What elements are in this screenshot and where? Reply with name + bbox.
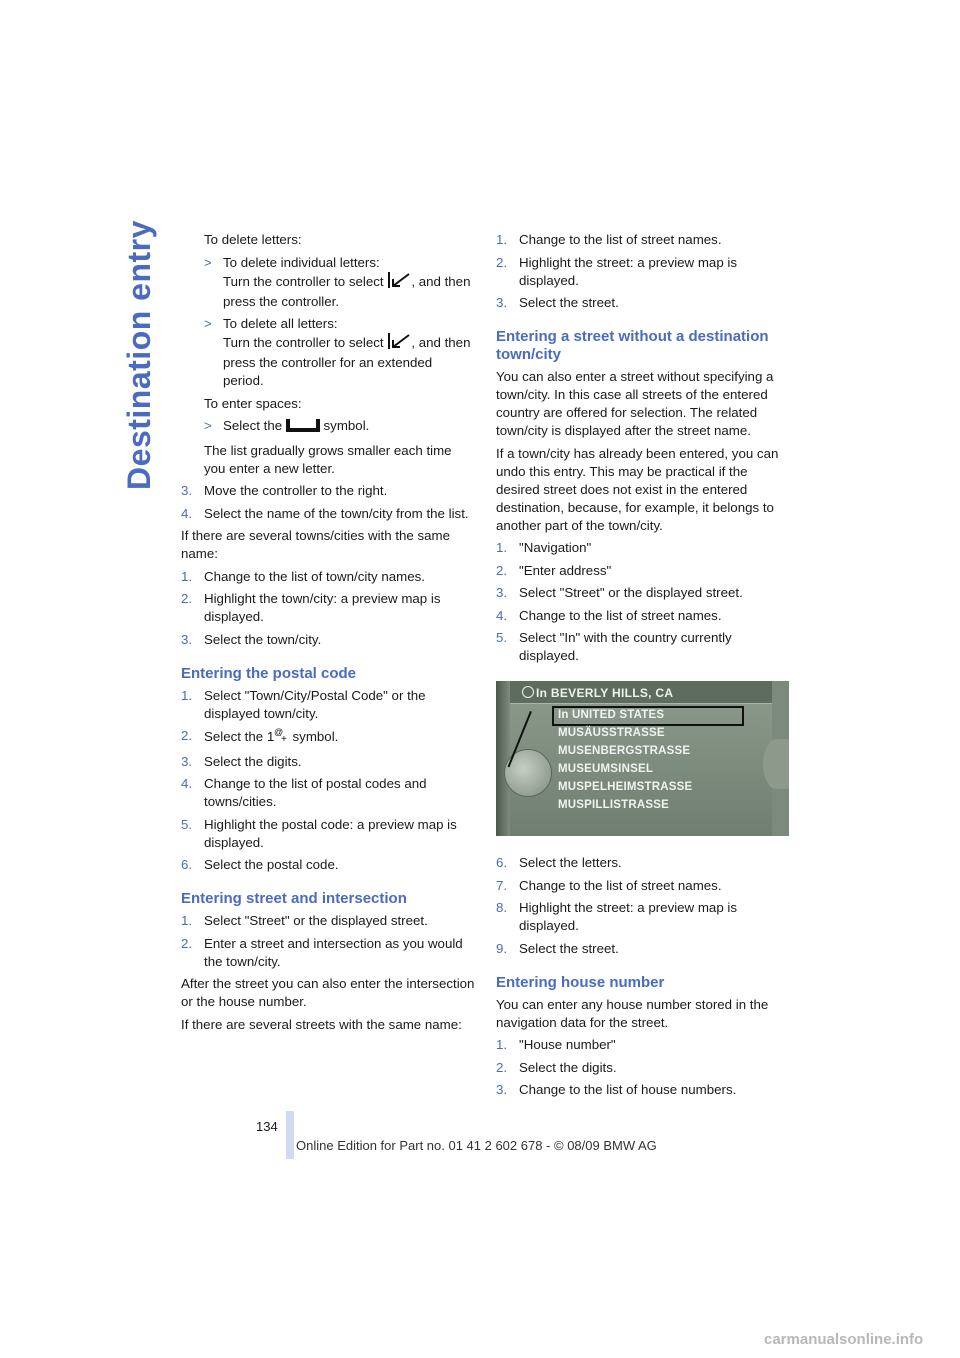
screen-side-knob <box>763 739 789 789</box>
list-item: 1. Change to the list of street names. <box>496 232 722 247</box>
screen-header-text: In BEVERLY HILLS, CA <box>536 686 674 700</box>
bullet-marker: > <box>204 254 212 270</box>
bullet-marker: > <box>204 418 212 433</box>
several-towns-note: If there are several towns/cities with the same name: <box>181 528 451 561</box>
list-item: 2. Highlight the town/city: a preview map is displayed. <box>181 591 441 624</box>
svg-text:@: @ <box>273 727 283 737</box>
section-title: Destination entry <box>121 220 157 490</box>
globe-icon <box>522 686 534 698</box>
paragraph: You can also enter a street without specifying a town/city. In this case all streets of the entered country are offered for selection. The related town/city is displayed after the street name. <box>496 369 774 438</box>
list-item: 3. Change to the list of house numbers. <box>496 1082 737 1097</box>
list-item: 9. Select the street. <box>496 940 619 956</box>
list-item: 1. "Navigation" <box>496 540 592 555</box>
list-item: 3. Select "Street" or the displayed street. <box>496 585 743 600</box>
left-column <box>181 231 475 1038</box>
at-digits-icon <box>267 727 289 748</box>
list-item: 2. Select the 1 @ + symbol. <box>181 727 475 748</box>
list-item: 2. Highlight the street: a preview map is displayed. <box>496 254 738 288</box>
footer-edition-text: Online Edition for Part no. 01 41 2 602 678 - © 08/09 BMW AG <box>296 1138 657 1153</box>
list-item: 2. Select the digits. <box>496 1059 617 1075</box>
list-item: 3. Select the digits. <box>181 753 302 769</box>
list-item: 3. Select the street. <box>496 295 619 310</box>
after-street-note: After the street you can also enter the intersection or the house number. <box>181 976 475 1009</box>
intro-delete: To delete letters: <box>204 232 302 247</box>
list-item: 3. Select the town/city. <box>181 631 322 647</box>
list-item: 1. "House number" <box>496 1037 616 1052</box>
page-number: 134 <box>256 1119 278 1134</box>
street-list <box>558 706 692 814</box>
bullet-delete-all: > To delete all letters: Turn the controller to select , and then press the controller for an extended period. <box>204 316 471 388</box>
heading-postal-code: Entering the postal code <box>181 664 357 682</box>
heading-street-intersection: Entering street and intersection <box>181 890 407 907</box>
list-item: 5. Highlight the postal code: a preview map is displayed. <box>181 816 457 850</box>
svg-text:1: 1 <box>266 729 275 743</box>
list-item: 6. Select the letters. <box>496 855 622 870</box>
right-column <box>496 231 790 1104</box>
svg-text:+: + <box>280 734 287 743</box>
street-list-item: MUSEUMSINSEL <box>558 763 654 775</box>
street-list-item: In UNITED STATES <box>558 709 665 721</box>
street-list-item: MUSPELHEIMSTRASSE <box>558 781 693 793</box>
list-item: 4. Change to the list of street names. <box>496 607 722 623</box>
list-item: 6. Select the postal code. <box>181 857 339 872</box>
list-item: 1. Select "Street" or the displayed street. <box>181 913 428 928</box>
street-list-item: MUSPILLISTRASSE <box>558 799 669 811</box>
paragraph: You can enter any house number stored in the navigation data for the street. <box>496 996 769 1030</box>
list-item: 1. Change to the list of town/city names. <box>181 568 425 584</box>
footer-bar <box>286 1111 294 1159</box>
list-item: 4. Change to the list of postal codes and towns/cities. <box>181 776 427 809</box>
intro-spaces: To enter spaces: <box>204 395 302 411</box>
heading-street-no-destination: Entering a street without a destination town/city <box>496 328 769 363</box>
idrive-screen-photo <box>496 681 789 836</box>
street-list-item: MUSÄUSSTRASSE <box>558 727 665 739</box>
delete-arrow-icon <box>387 272 411 293</box>
bullet-space: > Select the symbol. <box>181 417 475 437</box>
list-item: 2. "Enter address" <box>496 562 612 578</box>
list-item: 5. Select "In" with the country currently displayed. <box>496 630 732 663</box>
watermark: carmanualsonline.info <box>764 1331 924 1348</box>
list-item: 3. Move the controller to the right. <box>181 483 388 498</box>
delete-arrow-icon <box>387 333 411 354</box>
list-item: 1. Select "Town/City/Postal Code" or the displayed town/city. <box>181 687 426 721</box>
paragraph: If a town/city has already been entered, you can undo this entry. This may be practical if the desired street does not exist in the entered destination, because, for example, it belongs to another part of the town/city. <box>496 445 779 533</box>
street-list-item: MUSENBERGSTRASSE <box>558 745 691 757</box>
heading-house-number: Entering house number <box>496 973 665 991</box>
list-item: 4. Select the name of the town/city from the list. <box>181 505 469 521</box>
list-item: 8. Highlight the street: a preview map is displayed. <box>496 900 738 933</box>
space-bracket-icon <box>286 418 320 437</box>
list-shrinks-note: The list gradually grows smaller each time you enter a new letter. <box>204 442 452 476</box>
bullet-marker: > <box>204 316 212 331</box>
several-streets-note: If there are several streets with the same name: <box>181 1016 462 1032</box>
bullet-delete-individual: > To delete individual letters: Turn the controller to select , and then press the controller. <box>204 254 471 309</box>
list-item: 7. Change to the list of street names. <box>496 877 722 893</box>
list-item: 2. Enter a street and intersection as you would the town/city. <box>181 935 463 969</box>
